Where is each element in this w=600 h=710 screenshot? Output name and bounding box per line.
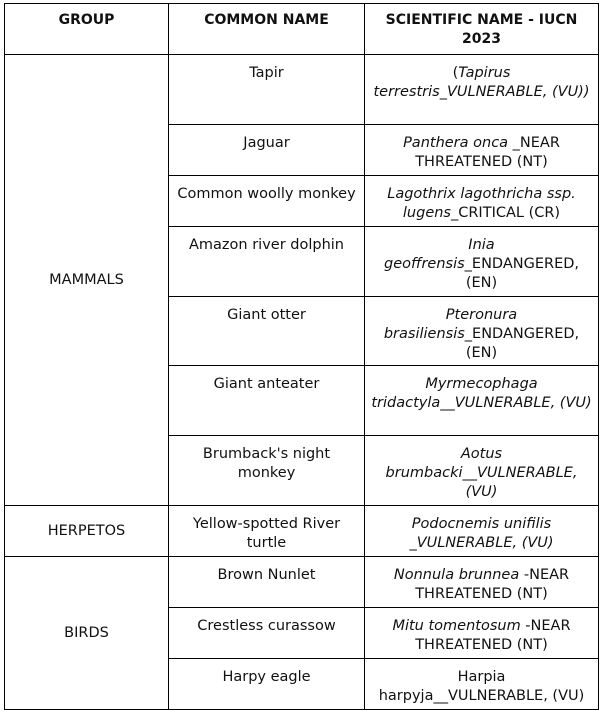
group-herpetos: HERPETOS — [5, 506, 169, 557]
group-mammals: MAMMALS — [5, 55, 169, 506]
sci-binomial: Inia geoffrensis — [383, 237, 495, 272]
common-name: Brown Nunlet — [169, 557, 365, 608]
sci-status: _ENDANGERED, (EN) — [464, 326, 580, 361]
sci-status: -NEAR THREATENED (NT) — [415, 567, 570, 602]
sci-binomial: Pteronura brasiliensis — [383, 307, 518, 342]
species-table — [4, 3, 599, 710]
scientific-name — [365, 608, 599, 659]
sci-binomial: Tapirus terrestris — [373, 65, 511, 100]
sci-binomial: Lagothrix lagothricha ssp. lugens — [387, 186, 576, 221]
sci-binomial: Myrmecophaga tridactyla — [371, 376, 538, 411]
scientific-name — [365, 227, 599, 297]
common-name: Giant anteater — [169, 366, 365, 436]
common-name: Crestless curassow — [169, 608, 365, 659]
sci-binomial: Aotus brumbacki — [385, 446, 503, 481]
header-common-name: COMMON NAME — [169, 4, 365, 55]
sci-binomial: Mitu tomentosum — [392, 618, 521, 634]
group-birds: BIRDS — [5, 557, 169, 710]
header-scientific-name: SCIENTIFIC NAME - IUCN 2023 — [365, 4, 599, 55]
scientific-name — [365, 297, 599, 366]
scientific-name — [365, 55, 599, 125]
sci-status: __VULNERABLE, (VU) — [440, 395, 592, 411]
scientific-name — [365, 176, 599, 227]
scientific-name — [365, 659, 599, 710]
table-row — [5, 55, 599, 125]
sci-status: _VULNERABLE, (VU) — [409, 535, 554, 551]
sci-status: __VULNERABLE, (VU) — [462, 465, 578, 500]
sci-binomial: Panthera onca — [403, 135, 509, 151]
sci-binomial: Podocnemis unifilis — [411, 516, 552, 532]
header-group: GROUP — [5, 4, 169, 55]
sci-status: _NEAR THREATENED (NT) — [415, 135, 560, 170]
scientific-name — [365, 436, 599, 506]
table-row — [5, 557, 599, 608]
sci-status: _CRITICAL (CR) — [450, 205, 561, 221]
table-row — [5, 506, 599, 557]
sci-prefix: ( — [452, 65, 459, 81]
sci-binomial: Nonnula brunnea — [393, 567, 520, 583]
common-name: Brumback's night monkey — [169, 436, 365, 506]
sci-binomial: Harpia harpyja — [378, 669, 506, 704]
common-name: Giant otter — [169, 297, 365, 366]
common-name: Jaguar — [169, 125, 365, 176]
sci-status: __VULNERABLE, (VU) — [433, 688, 585, 704]
header-row — [5, 4, 599, 55]
sci-status: -NEAR THREATENED (NT) — [415, 618, 571, 653]
scientific-name — [365, 366, 599, 436]
scientific-name — [365, 557, 599, 608]
scientific-name — [365, 506, 599, 557]
sci-status: _VULNERABLE, (VU)) — [439, 84, 590, 100]
common-name: Yellow-spotted River turtle — [169, 506, 365, 557]
sci-status: _ENDANGERED, (EN) — [464, 256, 579, 291]
common-name: Common woolly monkey — [169, 176, 365, 227]
scientific-name — [365, 125, 599, 176]
common-name: Harpy eagle — [169, 659, 365, 710]
common-name: Tapir — [169, 55, 365, 125]
common-name: Amazon river dolphin — [169, 227, 365, 297]
